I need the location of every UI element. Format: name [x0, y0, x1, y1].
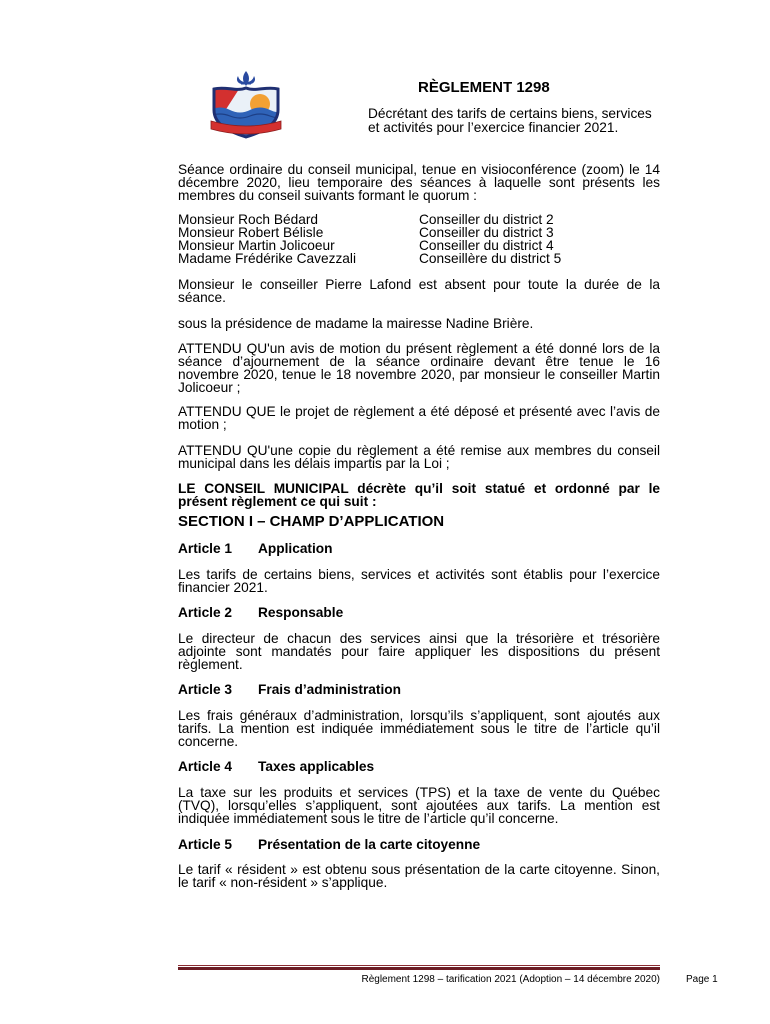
article-title: Taxes applicables	[258, 759, 375, 774]
article-body	[178, 632, 660, 671]
subtitle-line: et activités pour l’exercice financier 2021.	[368, 120, 619, 135]
bylaw-subtitle	[368, 107, 668, 135]
member-role: Conseillère du district 5	[419, 251, 562, 266]
article-title: Frais d’administration	[258, 682, 401, 697]
paragraph-line: motion ;	[178, 417, 227, 432]
paragraph-line: Les frais généraux d’administration, lorsqu’ils s’appliquent, sont ajoutés aux	[178, 708, 660, 723]
article-title: Présentation de la carte citoyenne	[258, 837, 481, 852]
absence-paragraph	[178, 278, 660, 304]
paragraph-line: séance.	[178, 290, 226, 305]
member-role: Conseiller du district 2	[419, 212, 554, 227]
article-number: Article 2	[178, 605, 233, 620]
article-heading	[178, 838, 660, 851]
municipal-logo-graphic	[208, 70, 284, 140]
member-name: Madame Frédérike Cavezzali	[178, 251, 357, 266]
presidency-paragraph	[178, 317, 660, 330]
member-row	[178, 252, 660, 265]
page-number: Page 1	[686, 974, 718, 985]
paragraph-line: Les tarifs de certains biens, services et activités sont établis pour l’exercice	[178, 567, 660, 582]
member-name: Monsieur Robert Bélisle	[178, 225, 324, 240]
article-title: Application	[258, 541, 333, 556]
paragraph-line: Séance ordinaire du conseil municipal, tenue en visioconférence (zoom) le 14	[178, 162, 660, 177]
paragraph-line: novembre 2020, tenue le 18 novembre 2020, par monsieur le conseiller Martin	[178, 367, 660, 382]
paragraph-line: ATTENDU QU'un avis de motion du présent règlement a été donné lors de la	[178, 341, 660, 356]
article-heading	[178, 606, 660, 619]
article-number: Article 3	[178, 682, 233, 697]
council-members-list	[178, 213, 660, 265]
paragraph-line: règlement.	[178, 657, 243, 672]
article-body	[178, 568, 660, 594]
member-name: Monsieur Roch Bédard	[178, 212, 318, 227]
paragraph-line: décembre 2020, lieu temporaire des séances à laquelle sont présents les	[178, 175, 660, 190]
paragraph-line: ATTENDU QU'une copie du règlement a été remise aux membres du conseil	[178, 443, 660, 458]
article-heading	[178, 760, 660, 773]
fleur-de-lis-icon	[237, 71, 255, 86]
member-name: Monsieur Martin Jolicoeur	[178, 238, 335, 253]
footer-rule	[178, 965, 660, 970]
article-heading	[178, 683, 660, 696]
article-body	[178, 786, 660, 825]
footer-reference: Règlement 1298 – tarification 2021 (Adoption – 14 décembre 2020)	[361, 974, 660, 985]
paragraph-line: indiquée immédiatement sous le titre de l’article qu’il concerne.	[178, 811, 559, 826]
paragraph-line: adjointe sont mandatés pour faire appliquer les dispositions du présent	[178, 644, 660, 659]
paragraph-line: Jolicoeur ;	[178, 380, 241, 395]
whereas-paragraph	[178, 444, 660, 470]
paragraph-line: financier 2021.	[178, 580, 268, 595]
paragraph-line: présent règlement ce qui suit :	[178, 494, 377, 509]
article-title: Responsable	[258, 605, 344, 620]
paragraph-line: séance d’ajournement de la séance ordinaire devant être tenue le 16	[178, 354, 660, 369]
enactment-paragraph	[178, 482, 660, 508]
article-heading	[178, 542, 660, 555]
bylaw-title: RÈGLEMENT 1298	[418, 79, 550, 96]
paragraph-line: Le tarif « résident » est obtenu sous présentation de la carte citoyenne. Sinon,	[178, 862, 660, 877]
paragraph-line: tarifs. La mention est indiquée immédiatement sous le titre de l’article qu’il	[178, 721, 660, 736]
paragraph-line: sous la présidence de madame la mairesse Nadine Brière.	[178, 316, 534, 331]
session-paragraph	[178, 163, 660, 202]
whereas-paragraph	[178, 405, 660, 431]
member-role: Conseiller du district 3	[419, 225, 554, 240]
article-number: Article 5	[178, 837, 233, 852]
paragraph-line: concerne.	[178, 734, 239, 749]
whereas-paragraph	[178, 342, 660, 394]
article-body	[178, 709, 660, 748]
paragraph-line: Monsieur le conseiller Pierre Lafond est absent pour toute la durée de la	[178, 277, 660, 292]
paragraph-line: Le directeur de chacun des services ainsi que la trésorière et trésorière	[178, 631, 660, 646]
paragraph-line: le tarif « non-résident » s’applique.	[178, 875, 388, 890]
municipal-logo	[208, 70, 284, 140]
paragraph-line: LE CONSEIL MUNICIPAL décrète qu’il soit statué et ordonné par le	[178, 481, 660, 496]
paragraph-line: La taxe sur les produits et services (TPS) et la taxe de vente du Québec	[178, 785, 660, 800]
paragraph-line: ATTENDU QUE le projet de règlement a été déposé et présenté avec l’avis de	[178, 404, 660, 419]
member-role: Conseiller du district 4	[419, 238, 554, 253]
paragraph-line: (TVQ), lorsqu’elles s’appliquent, sont ajoutées aux tarifs. La mention est	[178, 798, 660, 813]
article-number: Article 1	[178, 541, 233, 556]
paragraph-line: municipal dans les délais impartis par la Loi ;	[178, 456, 450, 471]
article-number: Article 4	[178, 759, 233, 774]
subtitle-line: Décrétant des tarifs de certains biens, services	[368, 106, 652, 121]
paragraph-line: membres du conseil suivants formant le quorum :	[178, 188, 477, 203]
section-heading: SECTION I – CHAMP D’APPLICATION	[178, 513, 445, 530]
article-body	[178, 863, 660, 889]
